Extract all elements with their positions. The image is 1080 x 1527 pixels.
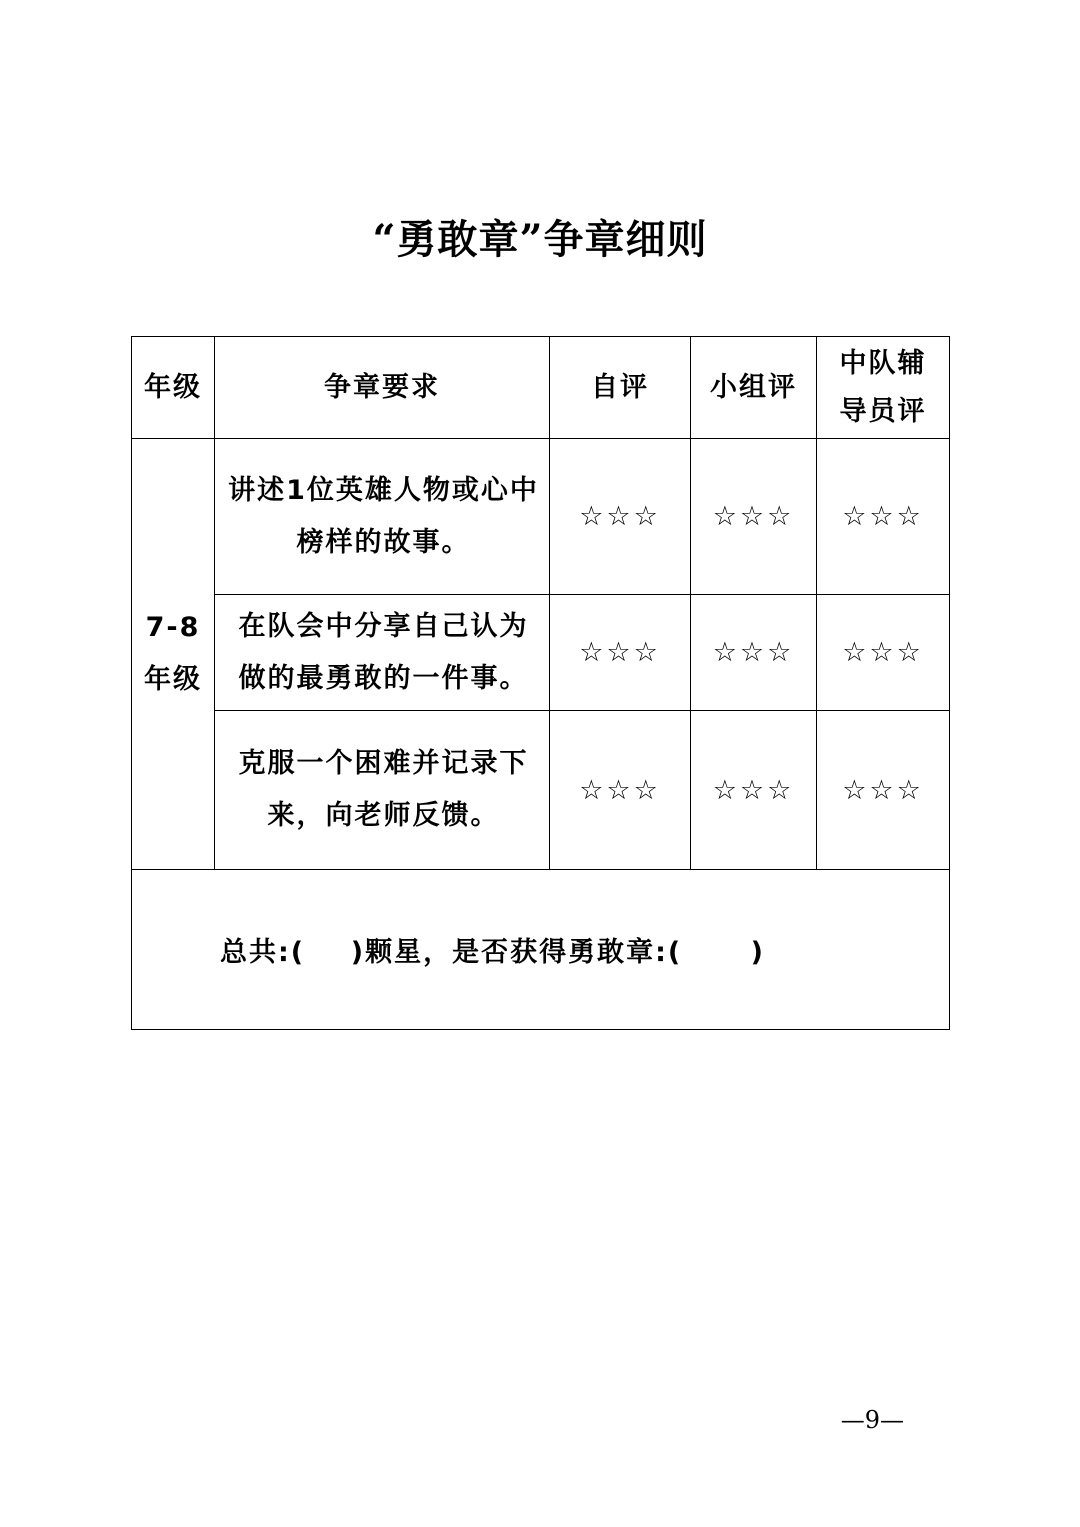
counselor-eval-stars[interactable]: ☆☆☆: [817, 595, 950, 711]
grade-range: 7-8: [145, 612, 201, 643]
group-eval-stars[interactable]: ☆☆☆: [691, 439, 817, 595]
self-eval-stars[interactable]: ☆☆☆: [550, 711, 691, 870]
counselor-eval-stars[interactable]: ☆☆☆: [817, 439, 950, 595]
requirement-text: 克服一个困难并记录下来，向老师反馈。: [215, 711, 550, 870]
group-eval-stars[interactable]: ☆☆☆: [691, 595, 817, 711]
total-cell[interactable]: [132, 870, 950, 1030]
self-eval-stars[interactable]: ☆☆☆: [550, 439, 691, 595]
header-group-eval: 小组评: [691, 337, 817, 439]
grade-cell: [132, 439, 215, 870]
header-counselor-eval: 中队辅导员评: [817, 337, 950, 439]
table-header-row: [132, 337, 950, 439]
table-row: [132, 711, 950, 870]
page-title: “勇敢章”争章细则: [372, 216, 708, 263]
self-eval-stars[interactable]: ☆☆☆: [550, 595, 691, 711]
header-requirement: 争章要求: [215, 337, 550, 439]
table-row: [132, 595, 950, 711]
badge-rubric-table: [131, 336, 950, 1030]
counselor-eval-stars[interactable]: ☆☆☆: [817, 711, 950, 870]
group-eval-stars[interactable]: ☆☆☆: [691, 711, 817, 870]
grade-label: 年级: [144, 664, 202, 695]
table-row: [132, 439, 950, 595]
header-grade: 年级: [132, 337, 215, 439]
total-row: [132, 870, 950, 1030]
total-stars-line: 总共:( )颗星，是否获得勇敢章:( ): [220, 937, 765, 968]
header-self-eval: 自评: [550, 337, 691, 439]
requirement-text: 在队会中分享自己认为做的最勇敢的一件事。: [215, 595, 550, 711]
requirement-text: 讲述1位英雄人物或心中榜样的故事。: [215, 439, 550, 595]
